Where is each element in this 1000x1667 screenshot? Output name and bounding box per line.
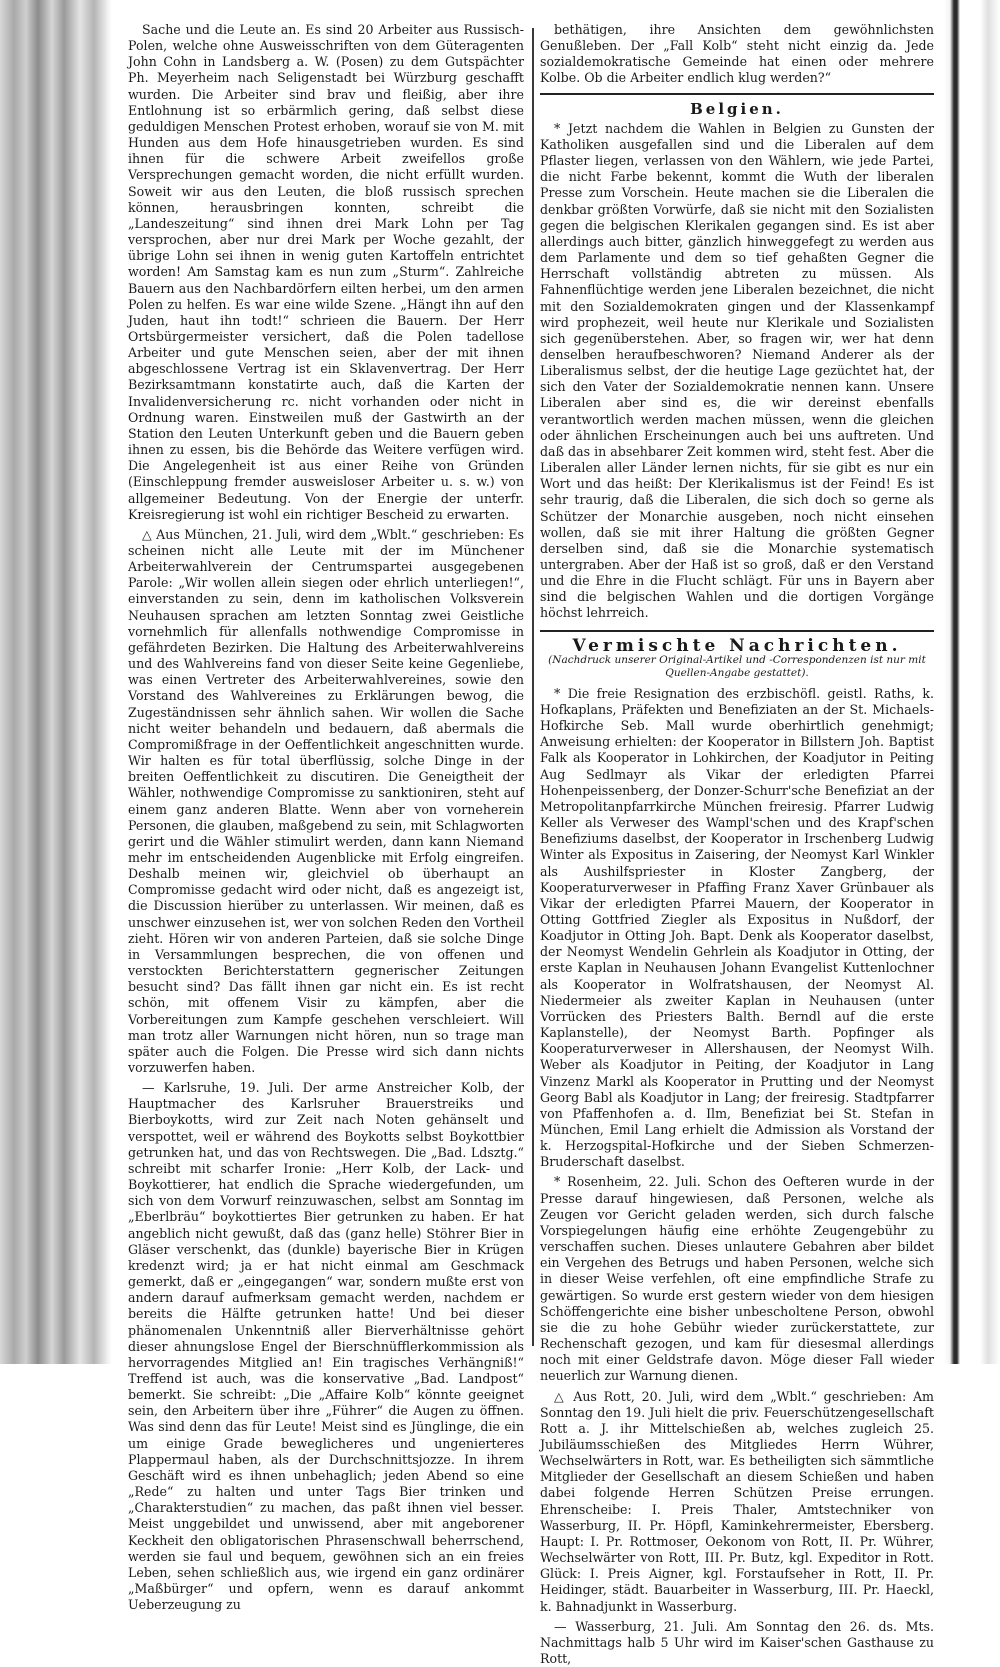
section-heading-vermischte: Vermischte Nachrichten. <box>540 630 934 654</box>
article-rott: △ Aus Rott, 20. Juli, wird dem „Wblt.“ geschrieben: Am Sonntag den 19. Juli hielt die priv. Feuerschützengesellschaft Rott a. J. ihr Mittelschießen ab, welches zugleich 25. Jubiläumsschießen des Mitgliedes Herrn Wührer, Wechselwärters in Rott, war. Es betheiligten sich sämmtliche Mitglieder der Gesellschaft an diesem Schießen und haben dabei folgende Herren Schützen Preise errungen. Ehrenscheibe: I. Preis Thaler, Amtstechniker von Wasserburg, II. Pr. Höpfl, Kaminkehrermeister, Ebersberg. Haupt: I. Pr. Rottmoser, Oekonom von Rott, II. Pr. Wührer, Wechselwärter von Rott, III. Pr. Butz, kgl. Expeditor in Rott. Glück: I. Preis Aigner, kgl. Forstaufseher in Rott, II. Pr. Heidinger, städt. Bauarbeiter in Wasserburg, III. Pr. Haeckl, k. Bahnadjunkt in Wasserburg. <box>540 1388 934 1614</box>
article-karlsruhe: — Karlsruhe, 19. Juli. Der arme Anstreicher Kolb, der Hauptmacher des Karlsruher Brauerstreiks und Bierboykotts, wird zur Zeit nach Noten gehänselt und verspottet, weil er während des Boykotts selbst Boykottbier getrunken hat, und das von Rechtswegen. Die „Bad. Ldsztg.“ schreibt mit scharfer Ironie: „Herr Kolb, der Lack- und Boykottierer, hat endlich die Sprache wiedergefunden, um sich von dem Vorwurf reinzuwaschen, selbst am Sonntag im „Eberlbräu“ boykottiertes Bier getrunken zu haben. Er hat angeblich nicht gewußt, daß das (ganz helle) Stöhrer Bier in Gläser verschenkt, das (dunkle) bayerische Bier in Krügen kredenzt wird; ja er hat nicht einmal am Geschmack gemerkt, daß er „eingegangen“ war, sondern mußte erst von andern darauf aufmerksam gemacht werden, nachdem er bereits die Hälfte getrunken hatte! Und bei dieser phänomenalen Unkenntniß aller Bierverhältnisse gehört dieser ahnungslose Engel der Bierschnüfflerkommission als hervorragendes Mitglied an! Ein tragisches Verhängniß!“ Treffend ist auch, was die konservative „Bad. Landpost“ bemerkt. Sie schreibt: „Die „Affaire Kolb“ könnte geeignet sein, den Arbeitern über ihre „Führer“ die Augen zu öffnen. Was sind denn das für Leute! Meist sind es Jünglinge, die ein um einige Grade beweglicheres und ungenierteres Plappermaul haben, als der Durchschnittsjozze. In ihrem Geschäft wird es ihnen unbehaglich; jeden Abend so eine „Rede“ zu halten und unter Tags Bier trinken und „Charakterstudien“ zu machen, das paßt ihnen viel besser. Meist unggebildet und unwissend, aber mit angeborener Keckheit den obligatorischen Phrasenschwall beherrschend, werden sie faul und bequem, gewöhnen sich an ein freies Leben, sehen schließlich aus, wie irgend ein ganz ordinärer „Maßbürger“ und opfern, wenn es darauf ankommt Ueberzeugung zu <box>128 1080 524 1613</box>
article-muenchen: △ Aus München, 21. Juli, wird dem „Wblt.“ geschrieben: Es scheinen nicht alle Leute mit der im Münchener Arbeiterwahlverein der Centrumspartei ausgegebenen Parole: „Wir wollen allein siegen oder ehrlich unterliegen!“, einverstanden zu sein, denn im katholischen Volksverein Neuhausen sprachen am letzten Sonntag zwei Geistliche vornehmlich für allenfalls nothwendige Compromisse in gefährdeten Bezirken. Die Haltung des Arbeiterwahlvereins und des Wahlvereins fand von dieser Seite keine Gegenliebe, was einen Vertreter des Arbeiterwahlvereines, sowie den Vorstand des Wahlvereines zu Erklärungen bewog, die Zugeständnissen sehr ähnlich sahen. Wir wollen die Sache nicht weiter behandeln und bedauern, daß abermals die Compromißfrage in der Oeffentlichkeit angeschnitten wurde. Wir halten es für total überflüssig, solche Dinge in der breiten Oeffentlichkeit zu discutiren. Die Geneigtheit der Wähler, nothwendige Compromisse zu sanktioniren, steht auf einem ganz anderen Blatte. Wenn aber von vorneherein Personen, die glauben, maßgebend zu sein, mit Schlagworten gerirt und die Wähler stimulirt werden, dann kann Niemand mehr im entscheidenden Augenblicke mit Erfolg eingreifen. Deshalb meinen wir, gleichviel ob überhaupt an Compromisse gedacht wird oder nicht, daß es angezeigt ist, die Discussion hierüber zu unterlassen. Wir meinen, daß es unschwer einzusehen ist, wer von solchen Reden den Vortheil zieht. Hören wir von anderen Parteien, daß sie solche Dinge in Versammlungen besprechen, die von offenen und verstockten Berichterstattern gegnerischer Zeitungen besucht sind? Das fällt ihnen gar nicht ein. Es ist recht schön, mit offenem Visir zu kämpfen, aber die Vorbereitungen zum Kampfe geschehen verschleiert. Will man trotz aller Warnungen nicht hören, nun so trage man später auch die Folgen. Die Presse wird sich dann nichts vorzuwerfen haben. <box>128 526 524 1075</box>
book-binding-edge <box>0 0 112 1364</box>
reprint-note: (Nachdruck unserer Original-Artikel und -Correspondenzen ist nur mit Quellen-Angabe gestattet). <box>548 653 926 679</box>
article-rosenheim: * Rosenheim, 22. Juli. Schon des Oefteren wurde in der Presse darauf hingewiesen, daß Personen, welche als Zeugen vor Gericht geladen werden, sich durch falsche Vorspiegelungen häufig eine erhöhte Zeugengebühr zu verschaffen suchen. Dieses unlautere Gebahren aber bildet ein Vergehen des Betrugs und haben Personen, welche sich in dieser Weise verfehlen, oft eine empfindliche Strafe zu gewärtigen. So wurde erst gestern wieder von dem hiesigen Schöffengerichte eine bisher unbescholtene Person, obwohl sie die zu hohe Gebühr wieder zurückerstattete, zur Rechenschaft gezogen, und kam für diesesmal allerdings noch mit einer Geldstrafe davon. Möge dieser Fall wieder neuerlich zur Warnung dienen. <box>540 1174 934 1384</box>
article-polish-workers: Sache und die Leute an. Es sind 20 Arbeiter aus Russisch-Polen, welche ohne Ausweisschriften von dem Güteragenten John Cohn in Landsberg a. W. (Posen) zu dem Gutspächter Ph. Meyerheim nach Seligenstadt bei Würzburg geschafft wurden. Die Arbeiter sind brav und fleißig, aber ihre Entlohnung ist so erbärmlich gering, daß selbst diese geduldigen Menschen Protest erhoben, worauf sie von M. mit Hunden aus dem Hofe hinausgetrieben wurden. Es sind ihnen für die schwere Arbeit zweifellos große Versprechungen gemacht worden, die nicht erfüllt wurden. Soweit wir aus den Leuten, die bloß russisch sprechen können, herausbringen konnten, schreibt die „Landeszeitung“ sind ihnen drei Mark Lohn per Tag versprochen, aber nur drei Mark per Woche gezahlt, der übrige Lohn sei ihnen in wenig guten Kartoffeln entrichtet worden! Am Samstag kam es nun zum „Sturm“. Zahlreiche Bauern aus den Nachbardörfern eilten herbei, um den armen Polen zu helfen. Es war eine wilde Szene. „Hängt ihn auf den Juden, haut ihn todt!“ schrieen die Bauern. Der Herr Ortsbürgermeister versichert, daß die Polen tadellose Arbeiter und gute Menschen seien, aber der mit ihnen abgeschlossene Vertrag ist ein Sklavenvertrag. Der Herr Bezirksamtmann konstatirte auch, daß die Karten der Invalidenversicherung rc. nicht vorhanden oder nicht in Ordnung waren. Einstweilen muß der Gastwirth an der Station den Leuten Unterkunft geben und die Bauern geben ihnen zu essen, bis die Behörde das Weitere verfügen wird. Die Angelegenheit ist aus einer Reihe von Gründen (Einschleppung fremder ausweisloser Arbeiter u. s. w.) von allgemeiner Bedeutung. Von der Energie der unterfr. Kreisregierung ist wohl ein richtiger Bescheid zu erwarten. <box>128 22 524 522</box>
right-column <box>540 22 934 1666</box>
article-wasserburg: — Wasserburg, 21. Juli. Am Sonntag den 26. ds. Mts. Nachmittags halb 5 Uhr wird im Kaiser'schen Gasthause zu Rott, <box>540 1618 934 1666</box>
article-resignation: * Die freie Resignation des erzbischöfl. geistl. Raths, k. Hofkaplans, Präfekten und Benefiziaten an der St. Michaels-Hofkirche Seb. Mall wurde oberhirtlich genehmigt; Anweisung erhielten: der Kooperator in Billstern Joh. Baptist Falk als Kooperator in Lohkirchen, der Koadjutor in Peiting Aug Sedlmayr als Vikar der erledigten Pfarrei Hohenpeissenberg, der Donzer-Schurr'sche Benefiziat an der Metropolitanpfarrkirche München freiresig. Pfarrer Ludwig Keller als Verweser des Wampl'schen und des Krapf'schen Benefiziums daselbst, der Kooperator in Irschenberg Ludwig Winter als Expositus in Zaisering, der Neomyst Karl Winkler als Aushilfspriester in Kloster Zangberg, der Kooperaturverweser in Pfaffing Franz Xaver Grünbauer als Vikar der erledigten Pfarrei Mauern, der Kooperator in Otting Gottfried Ziegler als Expositus in Nußdorf, der Koadjutor in Otting Joh. Bapt. Denk als Kooperator daselbst, der Neomyst Wendelin Gehrlein als Koadjutor in Otting, der erste Kaplan in Neuhausen Johann Evangelist Kuttenlochner als Kooperator in Wolfratshausen, der Neomyst Al. Niedermeier als zweiter Kaplan in Neuhausen (unter Vorrücken des Priesters Balth. Berndl auf die erste Kaplanstelle), der Neomyst Barth. Popfinger als Kooperaturverweser in Allershausen, der Neomyst Wilh. Weber als Koadjutor in Peiting, der Koadjutor in Lang Vinzenz Markl als Kooperator in Prutting und der Neomyst Georg Babl als Koadjutor in Lang; der freiresig. Stadtpfarrer von Pfaffenhofen a. d. Ilm, Benefiziat bei St. Stefan in München, Emil Lang erhielt die Admission als Vorstand der k. Herzogspital-Hofkirche und der Sieben Schmerzen-Bruderschaft daselbst. <box>540 685 934 1170</box>
article-kolb-continued: bethätigen, ihre Ansichten dem gewöhnlichsten Genußleben. Der „Fall Kolb“ steht nicht einzig da. Jede sozialdemokratische Gemeinde hat einen oder mehrere Kolbe. Ob die Arbeiter endlich klug werden?“ <box>540 22 934 86</box>
left-column <box>128 22 524 1613</box>
article-belgien: * Jetzt nachdem die Wahlen in Belgien zu Gunsten der Katholiken ausgefallen sind und die Liberalen auf dem Pflaster liegen, verlassen von den Wählern, wie jede Partei, die nicht Farbe bekennt, kommt die Wuth der liberalen Presse zum Vorschein. Heute machen sie die Liberalen die denkbar größten Vorwürfe, daß sie nicht mit den Sozialisten gegen die belgischen Klerikalen gegangen sind. Es ist aber allerdings auch bitter, gänzlich hinweggefegt zu werden aus dem Parlamente und dem so tief gehaßten Gegner die Herrschaft vollständig abtreten zu müssen. Als Fahnenflüchtige werden jene Liberalen bezeichnet, die nicht mit den Sozialdemokraten gingen und der Klassenkampf wird prophezeit, weil heute nur Klerikale und Sozialisten sich gegenüberstehen. Aber, so fragen wir, wer hat denn denselben heraufbeschworen? Niemand Anderer als der Liberalismus selbst, der die heutige Lage gezüchtet hat, der sich den Vater der Sozialdemokratie nennen kann. Unsere Liberalen aber sind es, die wir dereinst ebenfalls verantwortlich werden machen müssen, wenn die gleichen oder ähnlichen Erscheinungen auch bei uns auftreten. Und daß das in absehbarer Zeit kommen wird, steht fest. Aber die Liberalen aller Länder lernen nichts, für sie gibt es nur ein Wort und das heißt: Der Klerikalismus ist der Feind! Es ist sehr traurig, daß die Liberalen, die sich doch so gerne als Schützer der Monarchie ausgeben, noch nicht einsehen wollen, daß sie mit ihrer Haltung die größten Gegner derselben sind, daß sie die Monarchie systematisch untergraben. Aber der Haß ist so groß, daß er den Verstand und die Ehre in die Flucht schlägt. Für uns in Bayern aber sind die belgischen Wahlen und die dortigen Vorgänge höchst lehrreich. <box>540 120 934 621</box>
section-rule <box>540 93 934 95</box>
column-divider <box>532 28 534 1346</box>
page-right-edge <box>944 0 1000 1364</box>
section-heading-belgien: Belgien. <box>690 99 784 118</box>
